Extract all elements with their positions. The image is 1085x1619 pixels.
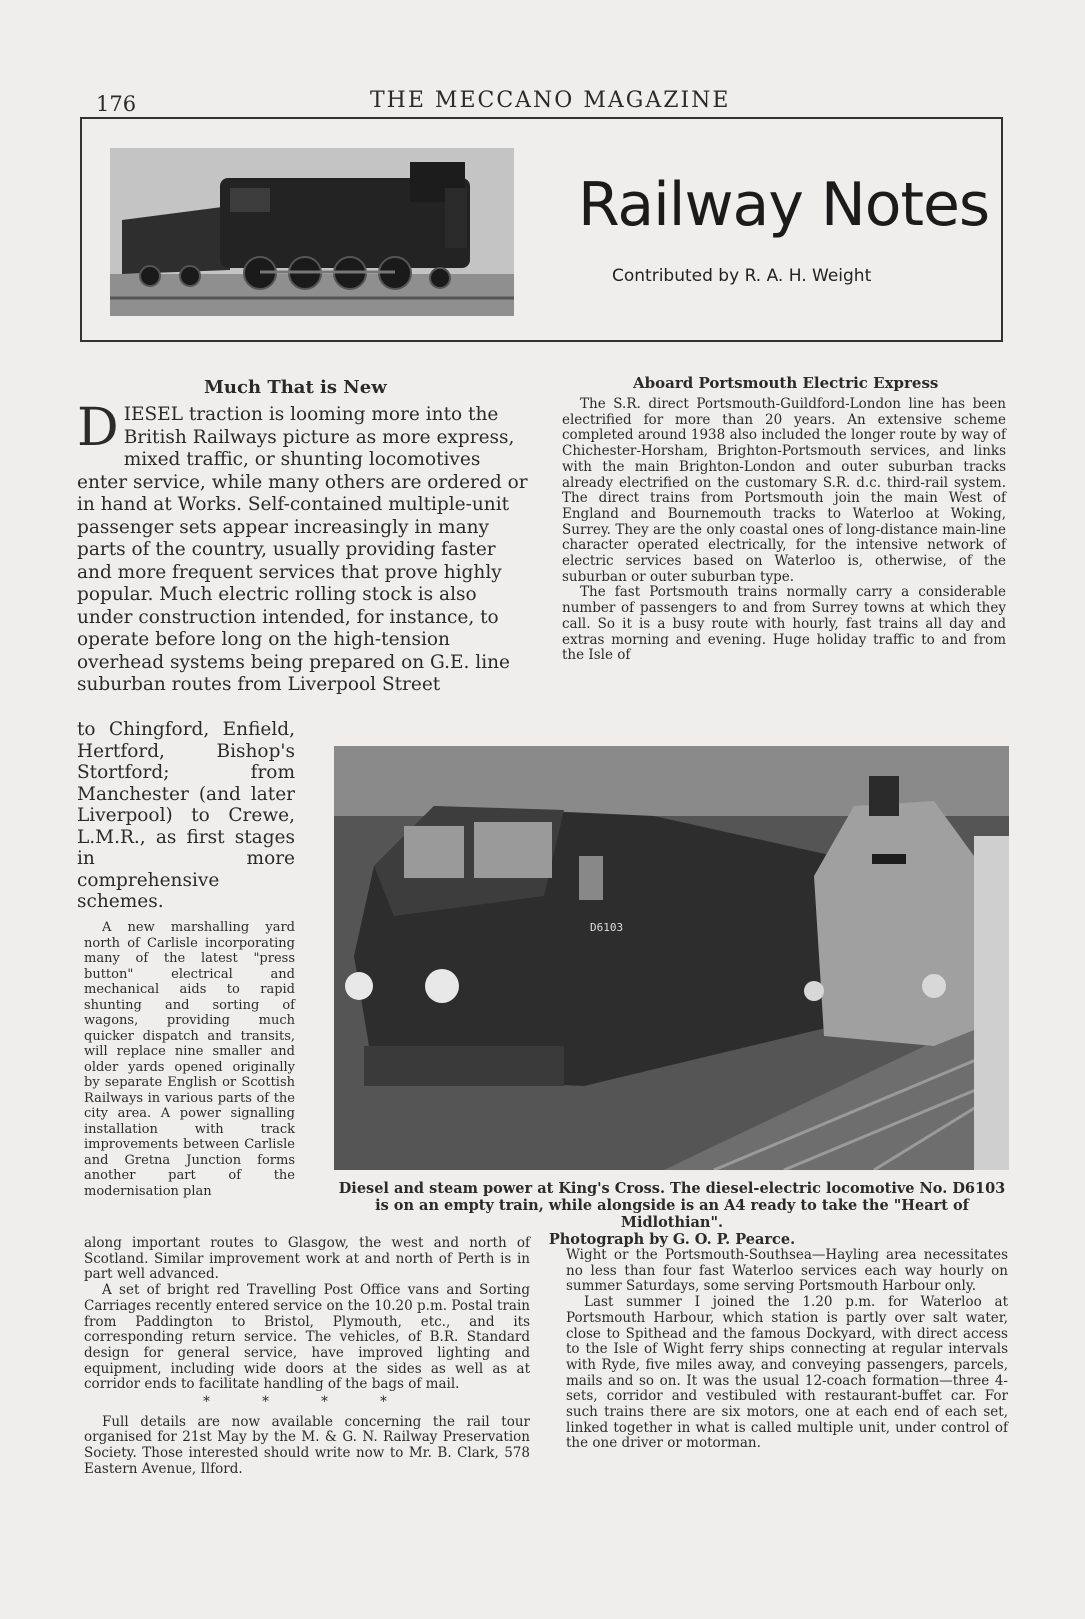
photo-caption — [336, 1180, 1008, 1248]
section-heading-portsmouth: Aboard Portsmouth Electric Express — [633, 374, 939, 392]
portsmouth-para-1: The S.R. direct Portsmouth-Guildford-London line has been electrified for more than 20 years. An extensive scheme completed around 1938 also included the longer route by way of Chichester-Horsham, Brighton-Portsmouth services, and links with the main Brighton-London and outer suburban tracks already electrified on the customary S.R. d.c. third-rail system. The direct trains from Portsmouth join the main West of England and Bournemouth tracks to Waterloo at Woking, Surrey. They are the only coastal ones of long-distance main-line character operated electrically, for the intensive network of electric services based on Waterloo is, otherwise, of the suburban or outer suburban type. — [562, 396, 1006, 585]
intro-text: IESEL traction is looming more into the British Railways picture as more express, mixed traffic, or shunting locomotives enter service, while many others are ordered or in hand at Works. Self-contained multiple-unit passenger sets appear increasingly in many parts of the country, usually providing faster and more frequent services that prove highly popular. Much electric rolling stock is also under construction intended, for instance, to operate before long on the high-tension overhead systems being prepared on G.E. line suburban routes from Liverpool Street — [77, 404, 528, 695]
intro-continued — [77, 719, 295, 913]
intro-continued-text: to Chingford, Enfield, Hertford, Bishop's Stortford; from Manchester (and later Liverpool) to Crewe, L.M.R., as first stages in more comprehensive schemes. — [77, 719, 295, 912]
section-heading-much-that-is-new: Much That is New — [204, 377, 387, 398]
caption-line-2: is on an empty train, while alongside is an A4 ready to take the "Heart of Midlothian". — [375, 1197, 969, 1231]
marshalling-yard-paragraph — [84, 920, 295, 1199]
portsmouth-para-3: Last summer I joined the 1.20 p.m. for Waterloo at Portsmouth Harbour, which station is partly over salt water, close to Spithead and the famous Dockyard, with direct access to the Isle of Wight ferry ships connecting at regular intervals with Ryde, five miles away, and conveying passengers, parcels, mails and so on. It was the usual 12-coach formation—three 4-sets, corridor and vestibuled with restaurant-buffet car. For such trains there are six motors, one at each end of each set, linked together in what is called multiple unit, under control of the one driver or motorman. — [566, 1294, 1008, 1452]
diesel-and-steam-illustration — [334, 746, 1009, 1170]
steam-locomotive-illustration — [110, 148, 514, 316]
header-locomotive-photo — [110, 148, 514, 316]
intro-paragraph — [77, 398, 530, 697]
article-title: Railway Notes — [578, 170, 990, 240]
photo-credit: Photograph by G. O. P. Pearce. — [548, 1231, 796, 1248]
drop-cap: D — [77, 398, 119, 458]
caption-line-1: Diesel and steam power at King's Cross. The diesel-electric locomotive No. D6103 — [338, 1180, 1006, 1197]
section-separator: * * * * — [203, 1394, 411, 1411]
portsmouth-para-2-continued: Wight or the Portsmouth-Southsea—Hayling area necessitates no less than four fast Waterloo services each way hourly on summer Saturdays, some serving Portsmouth Harbour only. — [566, 1247, 1008, 1295]
column2-bottom — [566, 1248, 1008, 1452]
tpo-paragraph: A set of bright red Travelling Post Office vans and Sorting Carriages recently entered service on the 10.20 p.m. Postal train from Paddington to Bristol, Plymouth, etc., and its corresponding return service. The vehicles, of B.R. Standard design for general service, have improved lighting and equipment, including wide doors at the sides as well as at corridor ends to facilitate handling of the bags of mail. — [84, 1282, 530, 1393]
column1-bottom — [84, 1236, 530, 1478]
column2-top — [562, 397, 1006, 664]
kings-cross-photo — [334, 746, 1009, 1170]
marshalling-continued-text: along important routes to Glasgow, the west and north of Scotland. Similar improvement work at and north of Perth is in part well advanced. — [84, 1235, 530, 1283]
marshalling-yard-text: A new marshalling yard north of Carlisle incorporating many of the latest "press button" electrical and mechanical aids to rapid shunting and sorting of wagons, providing much quicker dispatch and transits, will replace nine smaller and older yards opened originally by separate English or Scottish Railways in various parts of the city area. A power signalling installation with track improvements between Carlisle and Gretna Junction forms another part of the modernisation plan — [84, 920, 295, 1199]
portsmouth-para-2: The fast Portsmouth trains normally carry a considerable number of passengers to and from Surrey towns at which they call. So it is a busy route with hourly, fast trains all day and extras morning and evening. Huge holiday traffic to and from the Isle of — [562, 584, 1006, 664]
magazine-title: THE MECCANO MAGAZINE — [370, 88, 731, 113]
locomotive-number-label: D6103 — [590, 921, 624, 934]
rail-tour-paragraph: Full details are now available concerning the rail tour organised for 21st May by the M. & G. N. Railway Preservation Society. Those interested should write now to Mr. B. Clark, 578 Eastern Avenue, Ilford. — [84, 1413, 530, 1477]
page-number: 176 — [96, 92, 137, 116]
article-byline: Contributed by R. A. H. Weight — [612, 266, 872, 286]
